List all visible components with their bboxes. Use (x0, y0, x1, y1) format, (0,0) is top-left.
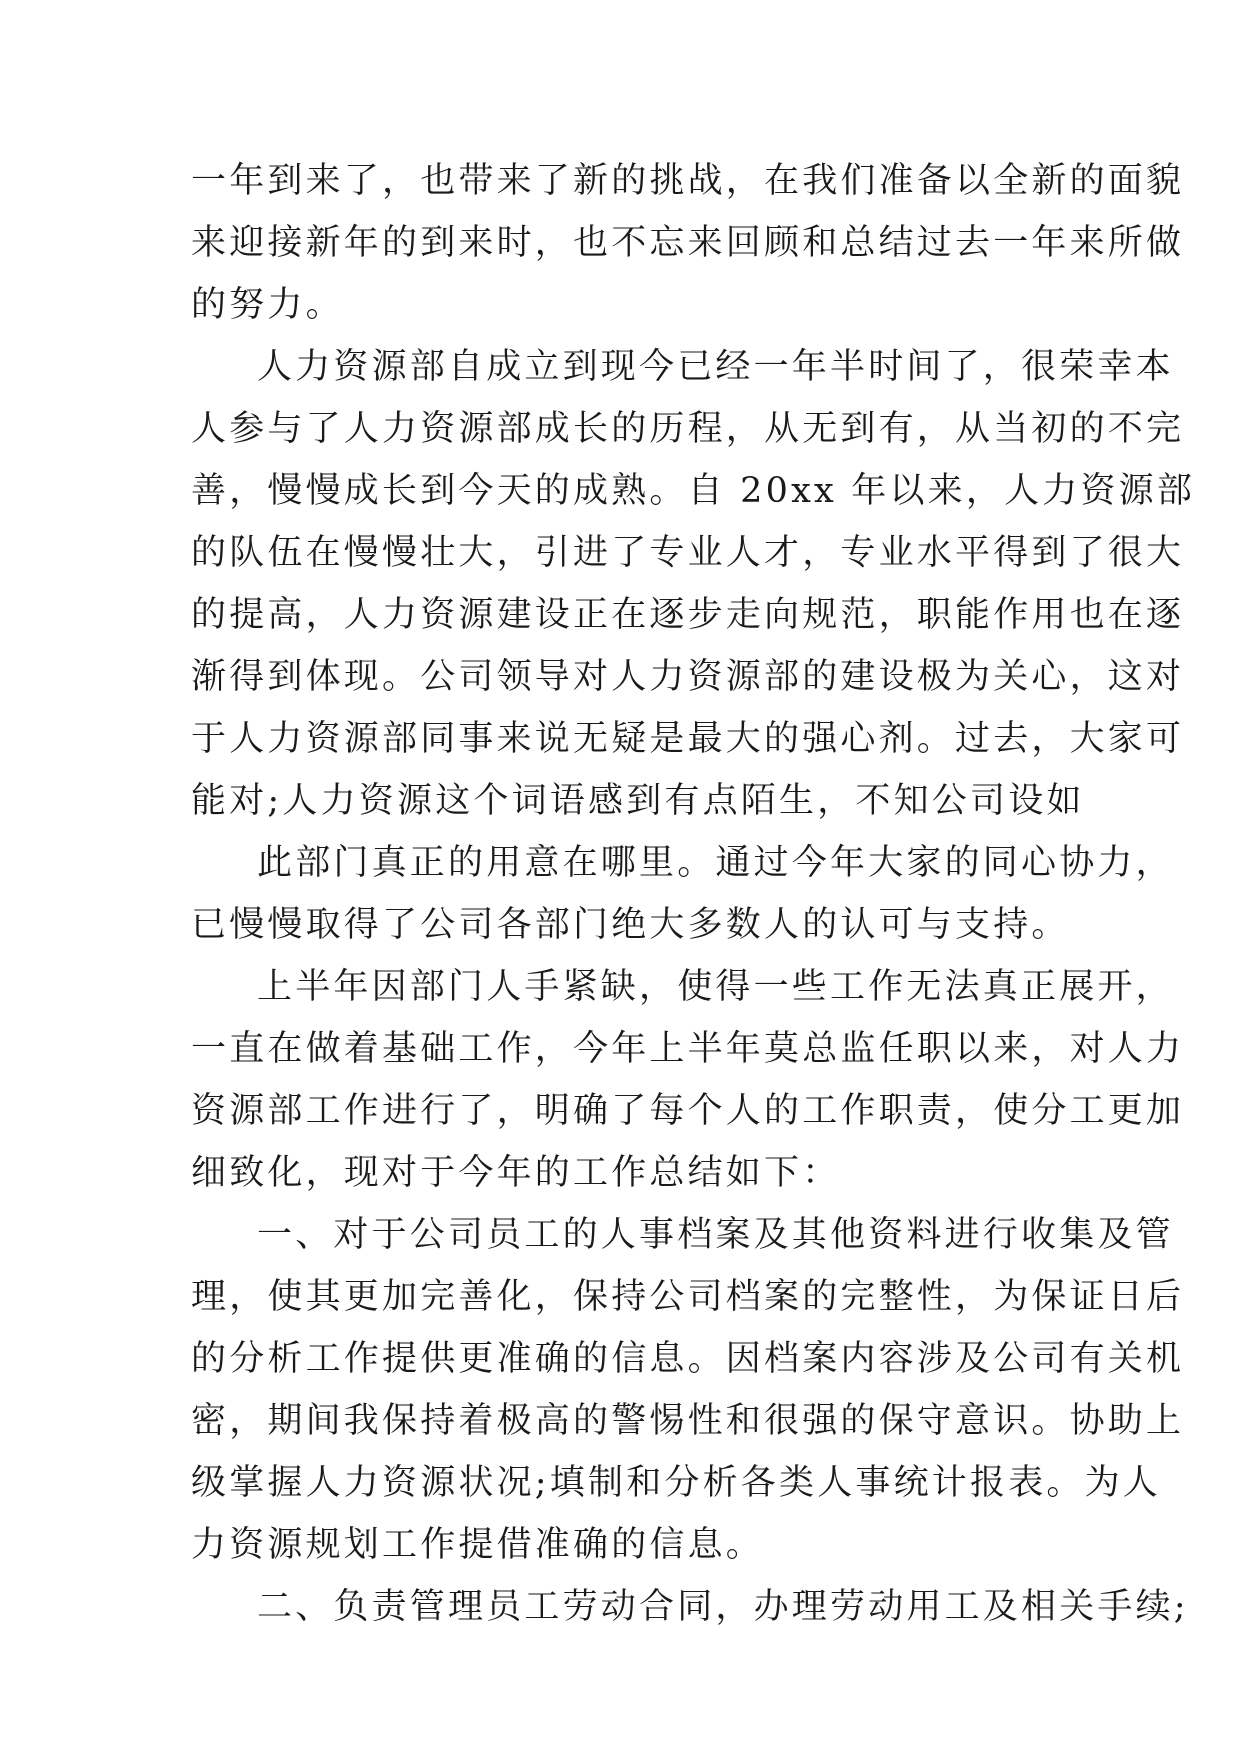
text-line: 渐得到体现。公司领导对人力资源部的建设极为关心，这对 (191, 657, 1185, 697)
text-line: 级掌握人力资源状况;填制和分析各类人事统计报表。为人 (191, 1463, 1161, 1503)
text-line: 人参与了人力资源部成长的历程，从无到有，从当初的不完 (191, 409, 1185, 449)
text-line: 的队伍在慢慢壮大，引进了专业人才，专业水平得到了很大 (191, 533, 1185, 573)
paragraph-department-purpose (191, 832, 1174, 956)
paragraph-intro (191, 150, 1185, 336)
document-body (191, 150, 1196, 1638)
text-line: 一直在做着基础工作，今年上半年莫总监任职以来，对人力 (191, 1029, 1185, 1069)
text-line: 已慢慢取得了公司各部门绝大多数人的认可与支持。 (191, 905, 1070, 945)
text-line: 一、对于公司员工的人事档案及其他资料进行收集及管 (257, 1215, 1174, 1255)
text-line: 此部门真正的用意在哪里。通过今年大家的同心协力， (257, 843, 1174, 883)
text-line: 来迎接新年的到来时，也不忘来回顾和总结过去一年来所做 (191, 223, 1185, 263)
paragraph-first-half-year (191, 956, 1185, 1204)
text-line: 于人力资源部同事来说无疑是最大的强心剂。过去，大家可 (191, 719, 1185, 759)
text-line: 细致化，现对于今年的工作总结如下： (191, 1153, 841, 1193)
text-line: 密，期间我保持着极高的警惕性和很强的保守意识。协助上 (191, 1401, 1185, 1441)
text-line: 上半年因部门人手紧缺，使得一些工作无法真正展开， (257, 967, 1174, 1007)
text-line: 善，慢慢成长到今天的成熟。自 20xx 年以来，人力资源部 (191, 471, 1196, 511)
text-line: 理，使其更加完善化，保持公司档案的完整性，为保证日后 (191, 1277, 1185, 1317)
text-line: 人力资源部自成立到现今已经一年半时间了，很荣幸本 (257, 347, 1174, 387)
paragraph-item-one (191, 1204, 1185, 1576)
paragraph-hr-history (191, 336, 1196, 832)
text-line: 二、负责管理员工劳动合同，办理劳动用工及相关手续; (257, 1587, 1189, 1627)
paragraph-item-two (191, 1576, 1189, 1638)
text-line: 能对;人力资源这个词语感到有点陌生，不知公司设如 (191, 781, 1085, 821)
text-line: 的努力。 (191, 285, 344, 325)
text-line: 一年到来了，也带来了新的挑战，在我们准备以全新的面貌 (191, 161, 1185, 201)
text-line: 的分析工作提供更准确的信息。因档案内容涉及公司有关机 (191, 1339, 1185, 1379)
text-line: 力资源规划工作提借准确的信息。 (191, 1525, 765, 1565)
text-line: 的提高，人力资源建设正在逐步走向规范，职能作用也在逐 (191, 595, 1185, 635)
text-line: 资源部工作进行了，明确了每个人的工作职责，使分工更加 (191, 1091, 1185, 1131)
